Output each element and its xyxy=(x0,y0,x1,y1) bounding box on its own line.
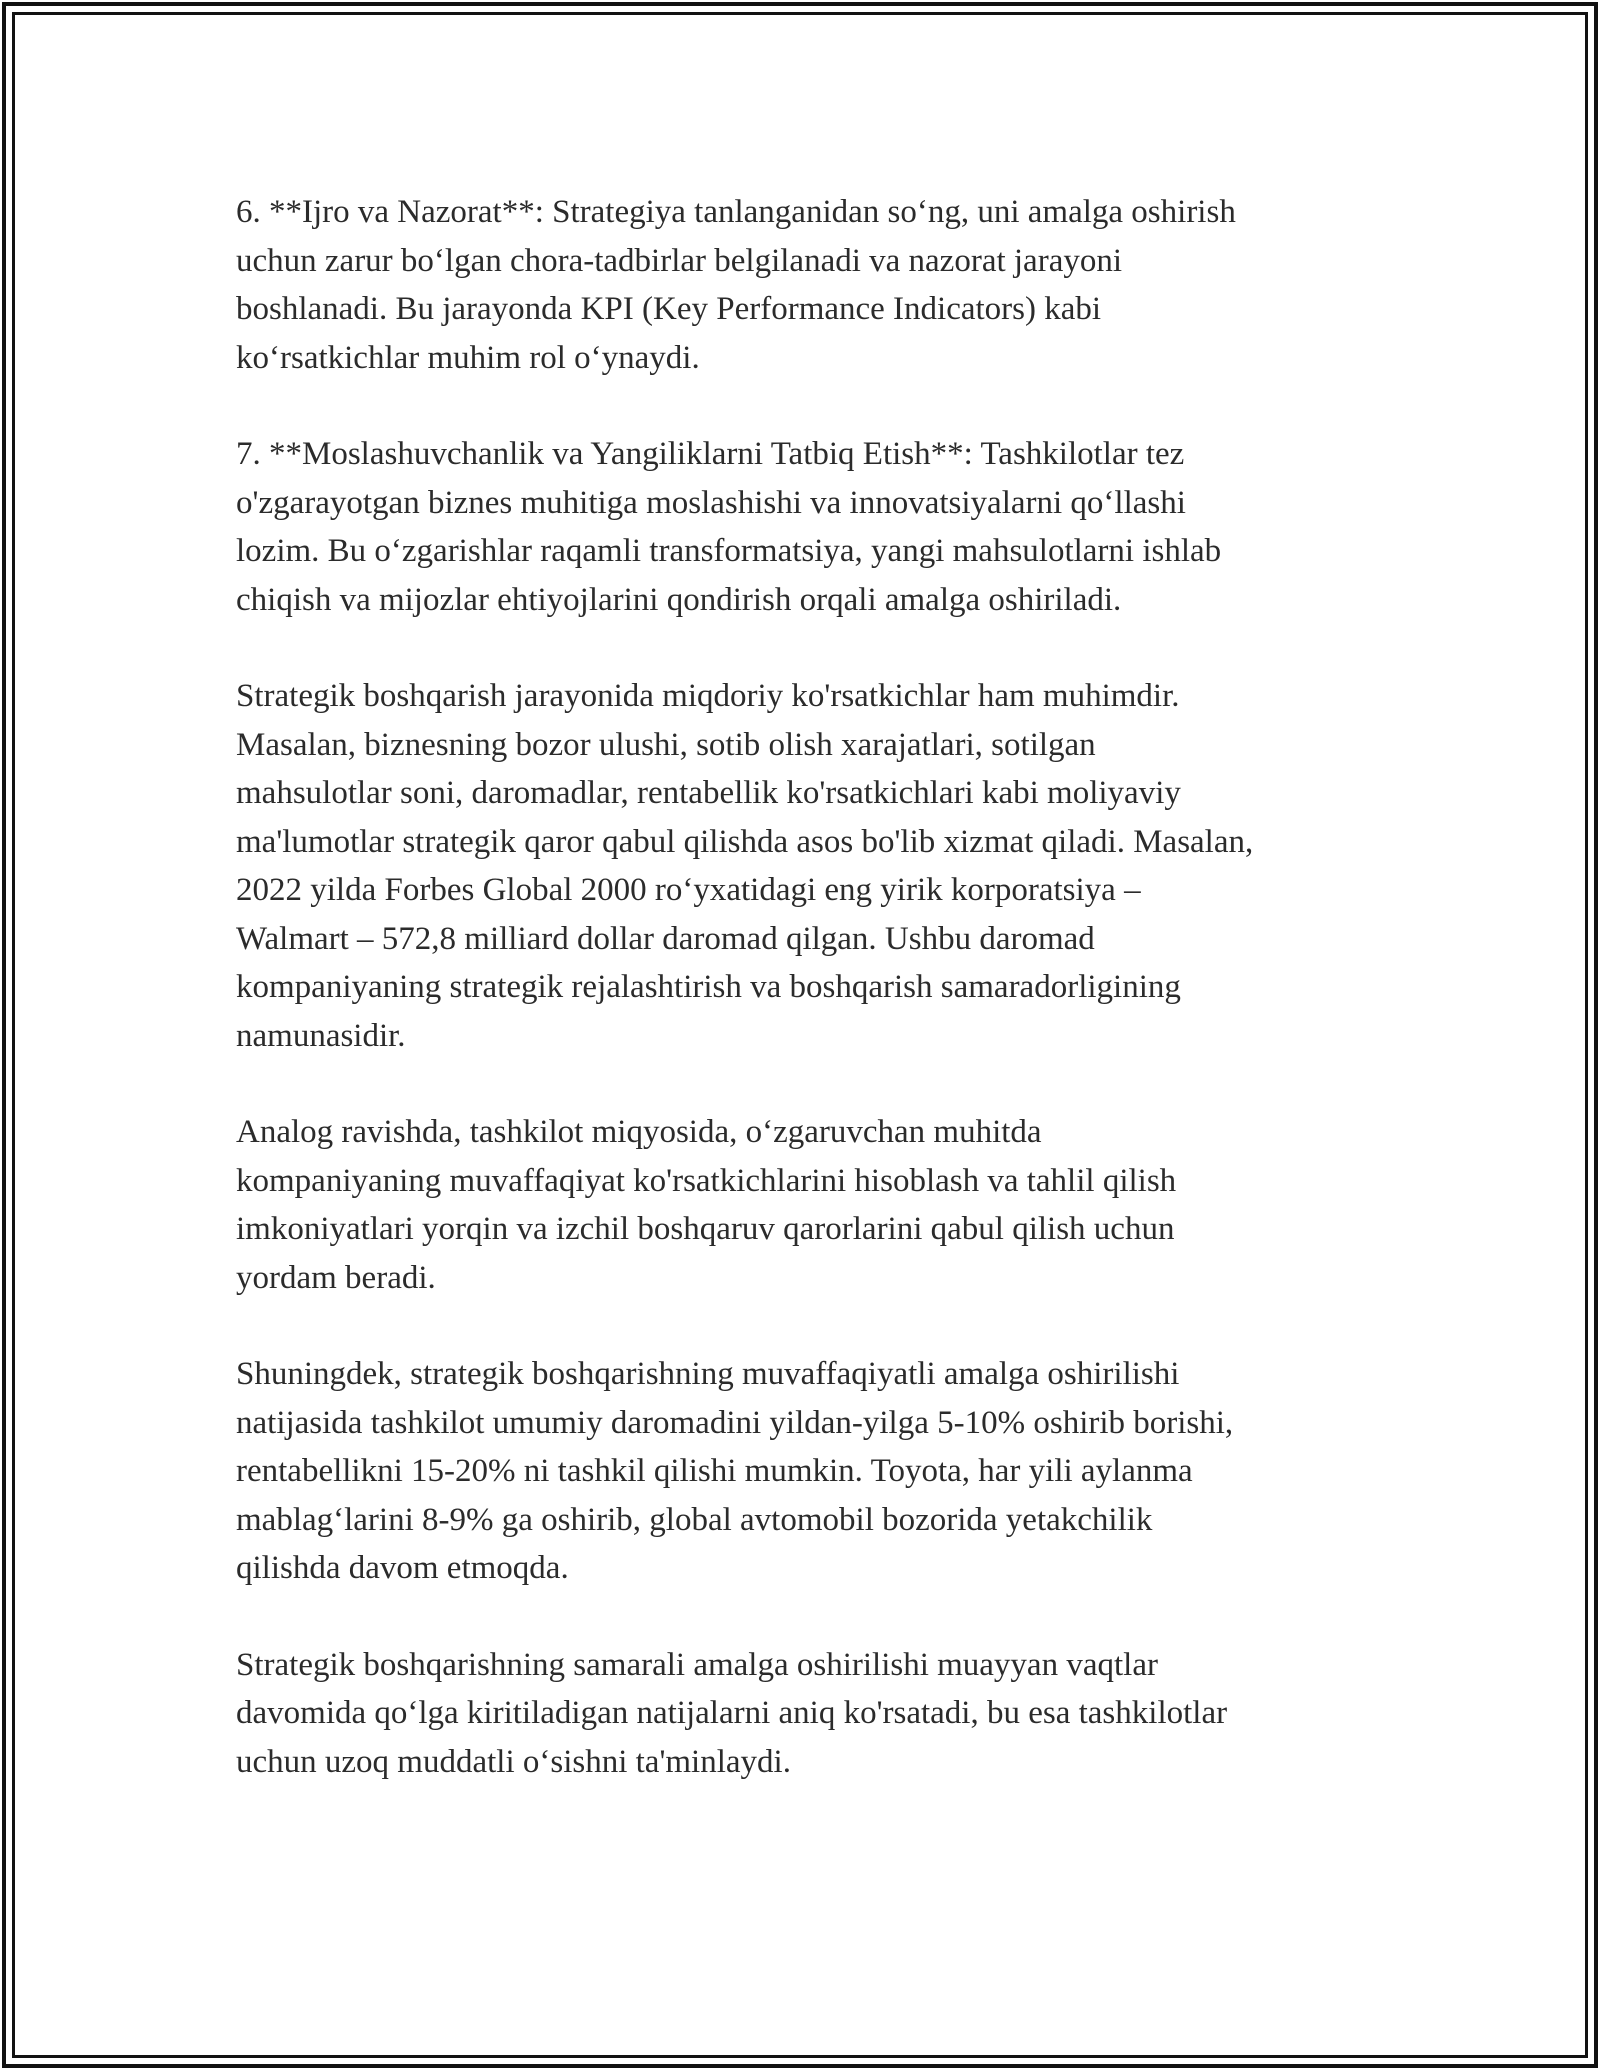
text-line: namunasidir. xyxy=(236,1017,406,1054)
text-line: kompaniyaning strategik rejalashtirish va boshqarish samaradorligining xyxy=(236,969,1181,1005)
text-line: uchun uzoq muddatli o‘sishni ta'minlaydi. xyxy=(236,1743,791,1780)
paragraph-shuningdek xyxy=(236,1350,1396,1593)
text-line: Walmart – 572,8 milliard dollar daromad qilgan. Ushbu daromad xyxy=(236,920,1095,957)
text-line: davomida qo‘lga kiritiladigan natijalarni aniq ko'rsatadi, bu esa tashkilotlar xyxy=(236,1695,1228,1731)
text-line: Shuningdek, strategik boshqarishning muvaffaqiyatli amalga oshirilishi xyxy=(236,1356,1180,1392)
text-line: Masalan, biznesning bozor ulushi, sotib olish xarajatlari, sotilgan xyxy=(236,726,1096,763)
paragraph-moslashuvchanlik xyxy=(236,430,1396,624)
paragraph-samarali-amalga xyxy=(236,1641,1396,1787)
text-line: yordam beradi. xyxy=(236,1259,436,1296)
paragraph-ijro-va-nazorat xyxy=(236,188,1396,382)
paragraph-miqdoriy-korsatkichlar xyxy=(236,672,1396,1060)
text-line: ko‘rsatkichlar muhim rol o‘ynaydi. xyxy=(236,339,700,376)
text-line: 7. **Moslashuvchanlik va Yangiliklarni Tatbiq Etish**: Tashkilotlar tez xyxy=(236,436,1185,472)
text-line: Strategik boshqarish jarayonida miqdoriy ko'rsatkichlar ham muhimdir. xyxy=(236,678,1180,714)
text-line: mahsulotlar soni, daromadlar, rentabellik ko'rsatkichlari kabi moliyaviy xyxy=(236,775,1181,811)
text-line: uchun zarur bo‘lgan chora-tadbirlar belgilanadi va nazorat jarayoni xyxy=(236,242,1123,279)
document-body xyxy=(236,188,1396,1834)
text-line: 2022 yilda Forbes Global 2000 ro‘yxatidagi eng yirik korporatsiya – xyxy=(236,872,1141,908)
text-line: chiqish va mijozlar ehtiyojlarini qondirish orqali amalga oshiriladi. xyxy=(236,581,1122,618)
text-line: imkoniyatlari yorqin va izchil boshqaruv qarorlarini qabul qilish uchun xyxy=(236,1211,1175,1247)
text-line: rentabellikni 15-20% ni tashkil qilishi mumkin. Toyota, har yili aylanma xyxy=(236,1453,1193,1489)
text-line: natijasida tashkilot umumiy daromadini yildan-yilga 5-10% oshirib borishi, xyxy=(236,1404,1234,1441)
text-line: qilishda davom etmoqda. xyxy=(236,1550,569,1586)
text-line: mablag‘larini 8-9% ga oshirib, global avtomobil bozorida yetakchilik xyxy=(236,1501,1153,1538)
text-line: o'zgarayotgan biznes muhitiga moslashishi va innovatsiyalarni qo‘llashi xyxy=(236,484,1186,521)
paragraph-analog-ravishda xyxy=(236,1108,1396,1302)
text-line: 6. **Ijro va Nazorat**: Strategiya tanlanganidan so‘ng, uni amalga oshirish xyxy=(236,194,1236,230)
text-line: Analog ravishda, tashkilot miqyosida, o‘zgaruvchan muhitda xyxy=(236,1114,1042,1150)
text-line: kompaniyaning muvaffaqiyat ko'rsatkichlarini hisoblash va tahlil qilish xyxy=(236,1162,1177,1199)
text-line: boshlanadi. Bu jarayonda KPI (Key Performance Indicators) kabi xyxy=(236,291,1102,327)
text-line: ma'lumotlar strategik qaror qabul qilishda asos bo'lib xizmat qiladi. Masalan, xyxy=(236,823,1254,860)
text-line: lozim. Bu o‘zgarishlar raqamli transformatsiya, yangi mahsulotlarni ishlab xyxy=(236,533,1222,569)
text-line: Strategik boshqarishning samarali amalga oshirilishi muayyan vaqtlar xyxy=(236,1646,1158,1683)
